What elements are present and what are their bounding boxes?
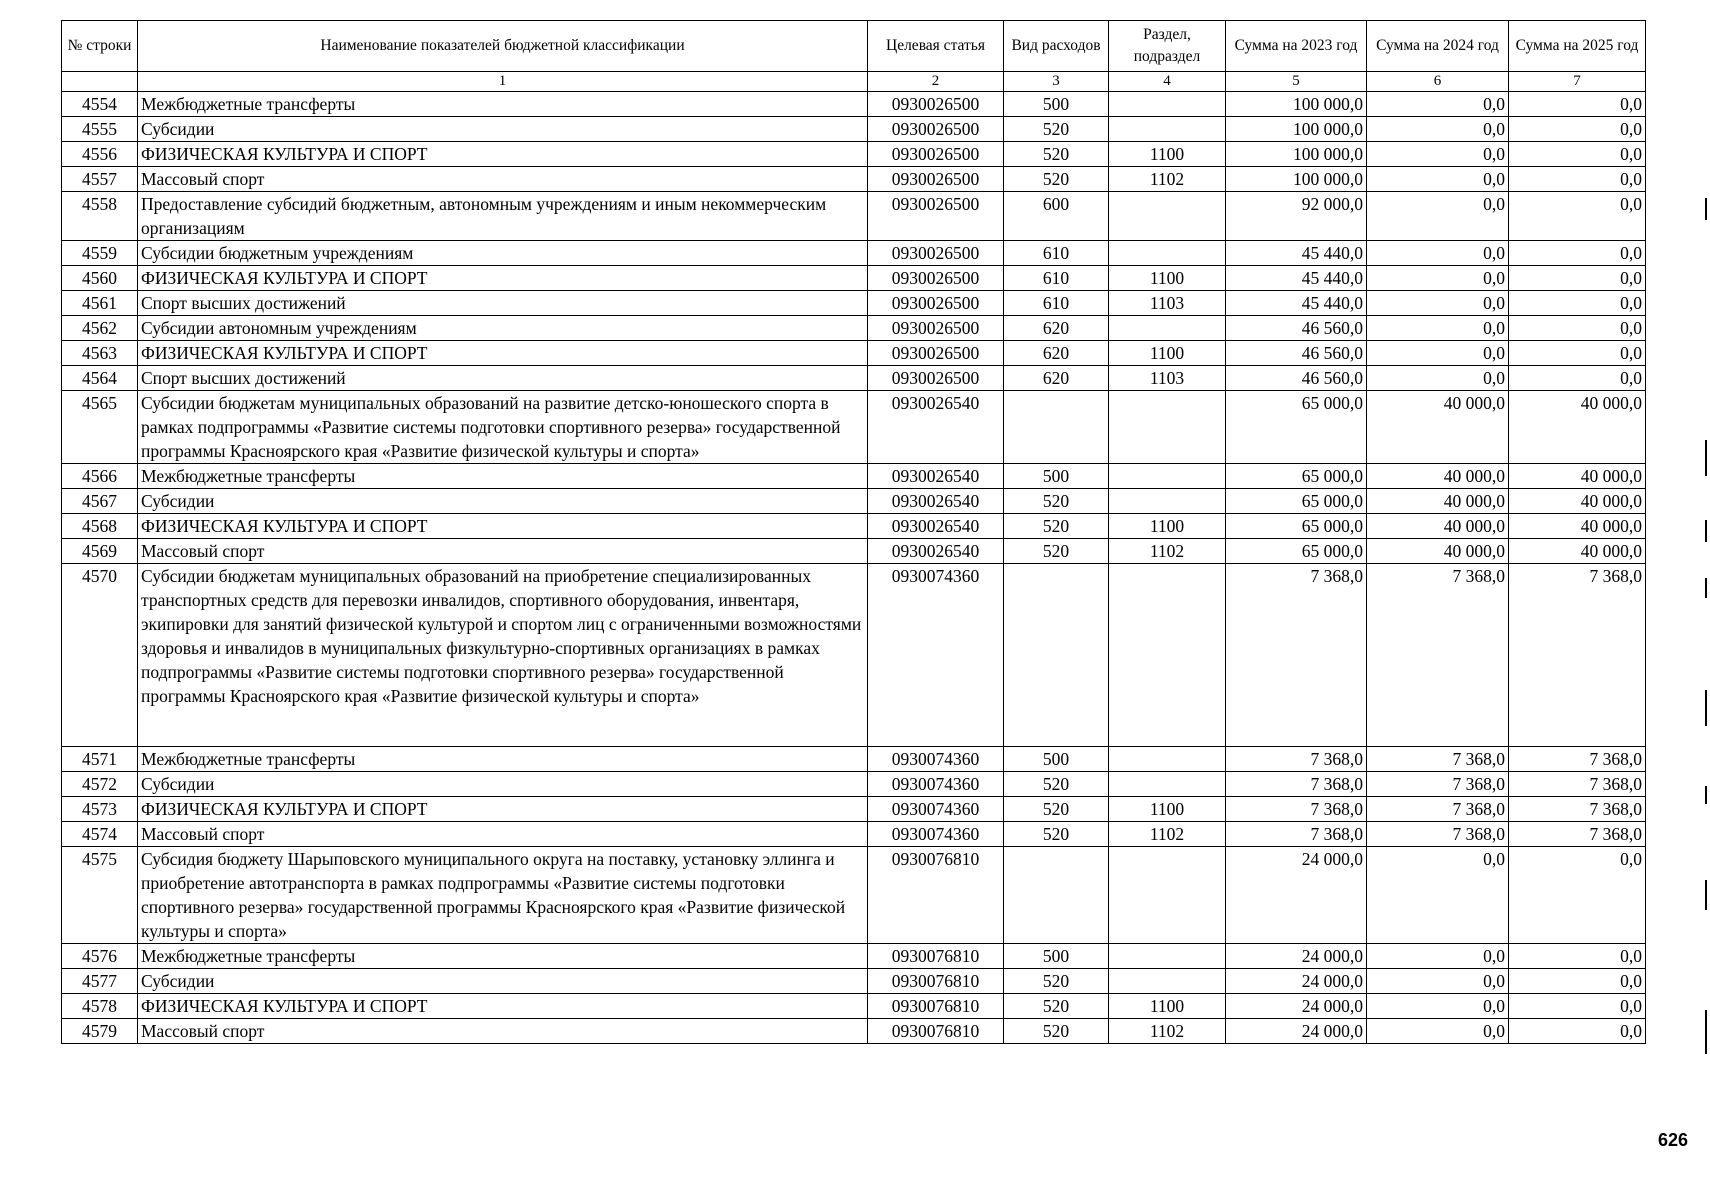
row-sum-2025: 40 000,0 [1509, 539, 1646, 564]
row-section [1109, 241, 1226, 266]
row-sum-2024: 0,0 [1367, 1019, 1509, 1044]
row-section: 1100 [1109, 514, 1226, 539]
row-sum-2024: 0,0 [1367, 366, 1509, 391]
header-sum-2025: Сумма на 2025 год [1509, 21, 1646, 72]
row-name: Массовый спорт [138, 822, 868, 847]
row-expense-kind: 520 [1004, 994, 1109, 1019]
row-section: 1103 [1109, 291, 1226, 316]
row-sum-2024: 40 000,0 [1367, 539, 1509, 564]
row-section: 1100 [1109, 797, 1226, 822]
column-number [62, 72, 138, 92]
table-row [62, 564, 1646, 747]
table-row [62, 822, 1646, 847]
row-sum-2023: 45 440,0 [1226, 266, 1367, 291]
row-number: 4563 [62, 341, 138, 366]
row-target-code: 0930026540 [868, 514, 1004, 539]
row-name: Субсидии [138, 117, 868, 142]
row-sum-2023: 65 000,0 [1226, 514, 1367, 539]
row-expense-kind: 620 [1004, 316, 1109, 341]
row-sum-2025: 0,0 [1509, 847, 1646, 944]
row-target-code: 0930026500 [868, 117, 1004, 142]
row-expense-kind: 520 [1004, 822, 1109, 847]
row-name: Спорт высших достижений [138, 366, 868, 391]
row-sum-2024: 0,0 [1367, 92, 1509, 117]
row-number: 4567 [62, 489, 138, 514]
row-section: 1102 [1109, 1019, 1226, 1044]
row-sum-2023: 24 000,0 [1226, 969, 1367, 994]
row-sum-2024: 0,0 [1367, 117, 1509, 142]
row-target-code: 0930026540 [868, 489, 1004, 514]
row-number: 4565 [62, 391, 138, 464]
row-expense-kind [1004, 564, 1109, 747]
row-name: ФИЗИЧЕСКАЯ КУЛЬТУРА И СПОРТ [138, 142, 868, 167]
margin-mark [1705, 1010, 1707, 1054]
row-section: 1102 [1109, 539, 1226, 564]
row-sum-2023: 45 440,0 [1226, 241, 1367, 266]
row-expense-kind: 520 [1004, 539, 1109, 564]
row-target-code: 0930026500 [868, 241, 1004, 266]
header-section: Раздел, подраздел [1109, 21, 1226, 72]
row-expense-kind: 620 [1004, 366, 1109, 391]
row-sum-2024: 40 000,0 [1367, 391, 1509, 464]
row-sum-2025: 40 000,0 [1509, 489, 1646, 514]
table-row [62, 366, 1646, 391]
margin-mark [1705, 880, 1707, 910]
row-target-code: 0930026540 [868, 391, 1004, 464]
row-section [1109, 847, 1226, 944]
row-target-code: 0930074360 [868, 747, 1004, 772]
header-sum-2024: Сумма на 2024 год [1367, 21, 1509, 72]
row-sum-2024: 0,0 [1367, 944, 1509, 969]
row-sum-2024: 0,0 [1367, 847, 1509, 944]
header-row [62, 21, 1646, 72]
row-sum-2023: 7 368,0 [1226, 797, 1367, 822]
row-expense-kind [1004, 391, 1109, 464]
row-section [1109, 944, 1226, 969]
row-name: Межбюджетные трансферты [138, 747, 868, 772]
margin-mark [1705, 440, 1707, 476]
row-sum-2023: 65 000,0 [1226, 464, 1367, 489]
table-row [62, 117, 1646, 142]
row-number: 4559 [62, 241, 138, 266]
row-sum-2025: 0,0 [1509, 117, 1646, 142]
row-number: 4560 [62, 266, 138, 291]
row-sum-2023: 46 560,0 [1226, 316, 1367, 341]
row-section [1109, 316, 1226, 341]
row-sum-2024: 0,0 [1367, 341, 1509, 366]
row-sum-2024: 0,0 [1367, 241, 1509, 266]
row-expense-kind: 500 [1004, 92, 1109, 117]
row-sum-2025: 7 368,0 [1509, 772, 1646, 797]
row-sum-2025: 0,0 [1509, 316, 1646, 341]
row-sum-2023: 100 000,0 [1226, 142, 1367, 167]
row-section: 1103 [1109, 366, 1226, 391]
row-section [1109, 772, 1226, 797]
row-name: Субсидии автономным учреждениям [138, 316, 868, 341]
row-expense-kind: 610 [1004, 291, 1109, 316]
row-sum-2023: 100 000,0 [1226, 117, 1367, 142]
row-expense-kind: 520 [1004, 772, 1109, 797]
margin-mark [1705, 690, 1707, 726]
row-sum-2023: 7 368,0 [1226, 772, 1367, 797]
row-number: 4574 [62, 822, 138, 847]
row-number: 4564 [62, 366, 138, 391]
row-expense-kind: 520 [1004, 167, 1109, 192]
row-section [1109, 391, 1226, 464]
budget-sheet [61, 20, 1645, 1044]
row-sum-2024: 0,0 [1367, 266, 1509, 291]
row-sum-2025: 0,0 [1509, 969, 1646, 994]
row-section [1109, 192, 1226, 241]
row-sum-2024: 0,0 [1367, 192, 1509, 241]
margin-mark [1705, 520, 1707, 542]
row-target-code: 0930026500 [868, 291, 1004, 316]
row-sum-2023: 45 440,0 [1226, 291, 1367, 316]
row-name: ФИЗИЧЕСКАЯ КУЛЬТУРА И СПОРТ [138, 341, 868, 366]
table-body [62, 92, 1646, 1044]
column-number: 3 [1004, 72, 1109, 92]
table-row [62, 192, 1646, 241]
row-name: ФИЗИЧЕСКАЯ КУЛЬТУРА И СПОРТ [138, 514, 868, 539]
page-number: 626 [1657, 1130, 1688, 1150]
row-sum-2025: 7 368,0 [1509, 564, 1646, 747]
row-name: Массовый спорт [138, 539, 868, 564]
header-kind: Вид расходов [1004, 21, 1109, 72]
margin-mark [1705, 786, 1707, 804]
header-target: Целевая статья [868, 21, 1004, 72]
row-expense-kind: 610 [1004, 241, 1109, 266]
row-name: Спорт высших достижений [138, 291, 868, 316]
table-row [62, 92, 1646, 117]
row-expense-kind: 600 [1004, 192, 1109, 241]
row-expense-kind: 500 [1004, 747, 1109, 772]
row-section: 1102 [1109, 822, 1226, 847]
row-sum-2024: 7 368,0 [1367, 747, 1509, 772]
table-row [62, 241, 1646, 266]
row-name: Массовый спорт [138, 167, 868, 192]
row-number: 4566 [62, 464, 138, 489]
column-number: 1 [138, 72, 868, 92]
column-number: 5 [1226, 72, 1367, 92]
row-sum-2024: 0,0 [1367, 994, 1509, 1019]
row-sum-2023: 7 368,0 [1226, 822, 1367, 847]
row-target-code: 0930074360 [868, 772, 1004, 797]
row-target-code: 0930026500 [868, 92, 1004, 117]
row-sum-2023: 24 000,0 [1226, 1019, 1367, 1044]
row-name: Субсидии бюджетам муниципальных образований на развитие детско-юношеского спорта в рамках подпрограммы «Развитие системы подготовки спортивного резерва» государственной программы Красноярского края «Развитие физической культуры и спорта» [138, 391, 868, 464]
margin-mark [1705, 578, 1707, 598]
row-sum-2025: 0,0 [1509, 366, 1646, 391]
row-sum-2023: 46 560,0 [1226, 366, 1367, 391]
row-expense-kind: 520 [1004, 514, 1109, 539]
header-row-no: № строки [62, 21, 138, 72]
row-name: Межбюджетные трансферты [138, 92, 868, 117]
row-target-code: 0930026500 [868, 167, 1004, 192]
row-section [1109, 969, 1226, 994]
row-sum-2023: 46 560,0 [1226, 341, 1367, 366]
row-name: Межбюджетные трансферты [138, 464, 868, 489]
row-number: 4570 [62, 564, 138, 747]
row-sum-2025: 0,0 [1509, 341, 1646, 366]
table-row [62, 266, 1646, 291]
table-row [62, 464, 1646, 489]
row-section: 1100 [1109, 341, 1226, 366]
row-name: ФИЗИЧЕСКАЯ КУЛЬТУРА И СПОРТ [138, 797, 868, 822]
row-number: 4573 [62, 797, 138, 822]
table-row [62, 797, 1646, 822]
row-target-code: 0930026540 [868, 464, 1004, 489]
table-row [62, 994, 1646, 1019]
row-target-code: 0930026540 [868, 539, 1004, 564]
row-name: Межбюджетные трансферты [138, 944, 868, 969]
table-header [62, 21, 1646, 92]
row-name: Субсидия бюджету Шарыповского муниципального округа на поставку, установку эллинга и приобретение автотранспорта в рамках подпрограммы «Развитие системы подготовки спортивного резерва» государственной программы Красноярского края «Развитие физической культуры и спорта» [138, 847, 868, 944]
row-number: 4578 [62, 994, 138, 1019]
row-sum-2025: 0,0 [1509, 192, 1646, 241]
table-row [62, 514, 1646, 539]
row-name: Предоставление субсидий бюджетным, автономным учреждениям и иным некоммерческим организациям [138, 192, 868, 241]
row-number: 4571 [62, 747, 138, 772]
column-number: 4 [1109, 72, 1226, 92]
row-target-code: 0930026500 [868, 366, 1004, 391]
table-row [62, 969, 1646, 994]
row-number: 4577 [62, 969, 138, 994]
row-target-code: 0930076810 [868, 1019, 1004, 1044]
row-expense-kind: 520 [1004, 117, 1109, 142]
row-sum-2025: 7 368,0 [1509, 822, 1646, 847]
row-sum-2024: 0,0 [1367, 291, 1509, 316]
table-row [62, 1019, 1646, 1044]
row-sum-2025: 0,0 [1509, 291, 1646, 316]
row-sum-2024: 0,0 [1367, 142, 1509, 167]
row-target-code: 0930026500 [868, 266, 1004, 291]
row-sum-2025: 40 000,0 [1509, 464, 1646, 489]
row-sum-2023: 92 000,0 [1226, 192, 1367, 241]
row-name: ФИЗИЧЕСКАЯ КУЛЬТУРА И СПОРТ [138, 994, 868, 1019]
row-name: Массовый спорт [138, 1019, 868, 1044]
row-number: 4569 [62, 539, 138, 564]
row-sum-2025: 0,0 [1509, 142, 1646, 167]
row-sum-2024: 7 368,0 [1367, 564, 1509, 747]
row-sum-2025: 7 368,0 [1509, 747, 1646, 772]
row-sum-2025: 0,0 [1509, 167, 1646, 192]
row-sum-2023: 100 000,0 [1226, 167, 1367, 192]
row-sum-2024: 0,0 [1367, 316, 1509, 341]
row-number: 4555 [62, 117, 138, 142]
row-target-code: 0930076810 [868, 994, 1004, 1019]
row-sum-2023: 24 000,0 [1226, 994, 1367, 1019]
column-number-row [62, 72, 1646, 92]
row-sum-2025: 0,0 [1509, 241, 1646, 266]
row-number: 4572 [62, 772, 138, 797]
column-number: 2 [868, 72, 1004, 92]
row-number: 4561 [62, 291, 138, 316]
row-number: 4557 [62, 167, 138, 192]
row-target-code: 0930076810 [868, 847, 1004, 944]
row-target-code: 0930026500 [868, 341, 1004, 366]
row-sum-2023: 65 000,0 [1226, 539, 1367, 564]
row-sum-2025: 40 000,0 [1509, 391, 1646, 464]
row-expense-kind: 520 [1004, 969, 1109, 994]
row-expense-kind: 610 [1004, 266, 1109, 291]
row-name: Субсидии [138, 969, 868, 994]
row-section: 1100 [1109, 266, 1226, 291]
row-name: Субсидии [138, 772, 868, 797]
row-expense-kind [1004, 847, 1109, 944]
row-name: Субсидии бюджетам муниципальных образований на приобретение специализированных транспортных средств для перевозки инвалидов, спортивного оборудования, инвентаря, экипировки для занятий физической культурой и спортом лиц с ограниченными возможностями здоровья и инвалидов в муниципальных физкультурно-спортивных организациях в рамках подпрограммы «Развитие системы подготовки спортивного резерва» государственной программы Красноярского края «Развитие физической культуры и спорта» [138, 564, 868, 747]
row-sum-2024: 7 368,0 [1367, 797, 1509, 822]
row-sum-2024: 0,0 [1367, 167, 1509, 192]
row-number: 4556 [62, 142, 138, 167]
row-sum-2025: 7 368,0 [1509, 797, 1646, 822]
row-target-code: 0930026500 [868, 192, 1004, 241]
row-sum-2024: 7 368,0 [1367, 772, 1509, 797]
row-section [1109, 489, 1226, 514]
row-sum-2023: 7 368,0 [1226, 564, 1367, 747]
table-row [62, 489, 1646, 514]
row-expense-kind: 500 [1004, 464, 1109, 489]
table-row [62, 539, 1646, 564]
row-number: 4576 [62, 944, 138, 969]
table-row [62, 291, 1646, 316]
header-name: Наименование показателей бюджетной классификации [138, 21, 868, 72]
row-target-code: 0930076810 [868, 944, 1004, 969]
row-expense-kind: 620 [1004, 341, 1109, 366]
row-expense-kind: 520 [1004, 797, 1109, 822]
row-expense-kind: 520 [1004, 1019, 1109, 1044]
row-sum-2025: 40 000,0 [1509, 514, 1646, 539]
row-target-code: 0930074360 [868, 564, 1004, 747]
row-sum-2025: 0,0 [1509, 994, 1646, 1019]
row-name: Субсидии [138, 489, 868, 514]
table-row [62, 167, 1646, 192]
row-sum-2024: 7 368,0 [1367, 822, 1509, 847]
table-row [62, 391, 1646, 464]
row-number: 4562 [62, 316, 138, 341]
row-section: 1102 [1109, 167, 1226, 192]
column-number: 7 [1509, 72, 1646, 92]
budget-table [61, 20, 1646, 1044]
row-target-code: 0930074360 [868, 822, 1004, 847]
row-sum-2023: 24 000,0 [1226, 944, 1367, 969]
row-target-code: 0930026500 [868, 142, 1004, 167]
row-expense-kind: 500 [1004, 944, 1109, 969]
row-sum-2023: 24 000,0 [1226, 847, 1367, 944]
row-sum-2025: 0,0 [1509, 92, 1646, 117]
table-row [62, 142, 1646, 167]
header-sum-2023: Сумма на 2023 год [1226, 21, 1367, 72]
row-sum-2025: 0,0 [1509, 944, 1646, 969]
row-section: 1100 [1109, 994, 1226, 1019]
row-section [1109, 117, 1226, 142]
row-sum-2023: 100 000,0 [1226, 92, 1367, 117]
table-row [62, 772, 1646, 797]
row-sum-2023: 65 000,0 [1226, 489, 1367, 514]
table-row [62, 944, 1646, 969]
row-number: 4554 [62, 92, 138, 117]
row-section: 1100 [1109, 142, 1226, 167]
row-section [1109, 92, 1226, 117]
row-number: 4579 [62, 1019, 138, 1044]
row-sum-2023: 7 368,0 [1226, 747, 1367, 772]
row-number: 4568 [62, 514, 138, 539]
row-sum-2024: 0,0 [1367, 969, 1509, 994]
row-expense-kind: 520 [1004, 142, 1109, 167]
row-target-code: 0930076810 [868, 969, 1004, 994]
column-number: 6 [1367, 72, 1509, 92]
row-number: 4558 [62, 192, 138, 241]
row-sum-2024: 40 000,0 [1367, 489, 1509, 514]
row-expense-kind: 520 [1004, 489, 1109, 514]
margin-mark [1705, 198, 1707, 220]
row-section [1109, 564, 1226, 747]
row-name: Субсидии бюджетным учреждениям [138, 241, 868, 266]
row-section [1109, 747, 1226, 772]
table-row [62, 747, 1646, 772]
row-section [1109, 464, 1226, 489]
row-sum-2023: 65 000,0 [1226, 391, 1367, 464]
row-name: ФИЗИЧЕСКАЯ КУЛЬТУРА И СПОРТ [138, 266, 868, 291]
row-sum-2024: 40 000,0 [1367, 514, 1509, 539]
table-row [62, 847, 1646, 944]
table-row [62, 341, 1646, 366]
table-row [62, 316, 1646, 341]
row-sum-2025: 0,0 [1509, 266, 1646, 291]
row-target-code: 0930074360 [868, 797, 1004, 822]
row-target-code: 0930026500 [868, 316, 1004, 341]
row-number: 4575 [62, 847, 138, 944]
row-sum-2025: 0,0 [1509, 1019, 1646, 1044]
row-sum-2024: 40 000,0 [1367, 464, 1509, 489]
